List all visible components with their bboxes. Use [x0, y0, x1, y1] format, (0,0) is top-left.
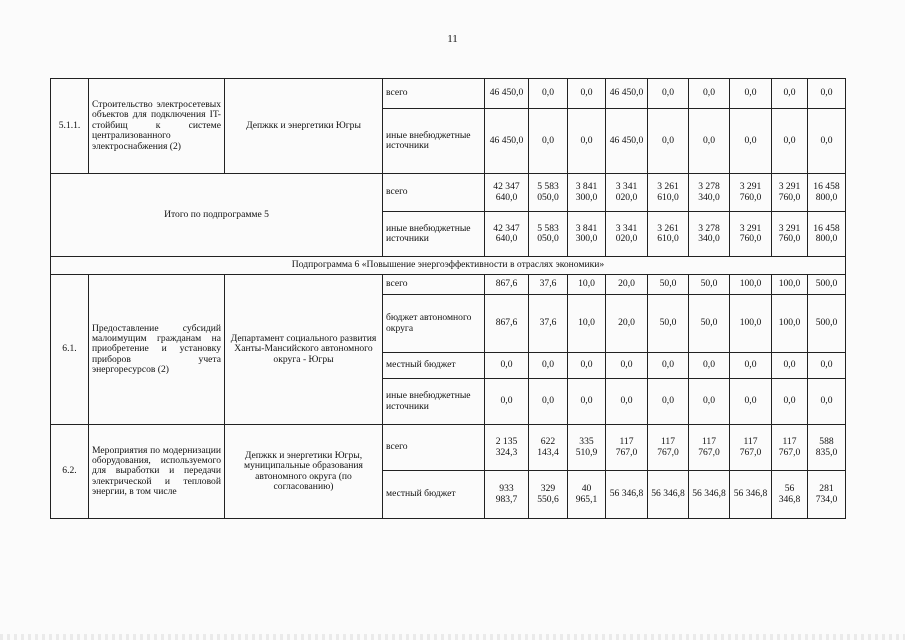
value-cell: 3 291 760,0 [772, 174, 808, 212]
value-cell: 3 341 020,0 [606, 212, 648, 257]
funding-source: всего [383, 174, 485, 212]
value-cell: 3 261 610,0 [648, 174, 689, 212]
value-cell: 0,0 [689, 109, 730, 174]
value-cell: 42 347 640,0 [485, 212, 529, 257]
value-cell: 56 346,8 [606, 471, 648, 519]
value-cell: 500,0 [808, 295, 846, 353]
value-cell: 0,0 [648, 379, 689, 425]
value-cell: 335 510,9 [568, 425, 606, 471]
funding-source: иные внебюджетные источники [383, 379, 485, 425]
value-cell: 56 346,8 [648, 471, 689, 519]
value-cell: 46 450,0 [485, 109, 529, 174]
value-cell: 5 583 050,0 [529, 212, 568, 257]
value-cell: 0,0 [808, 353, 846, 379]
activity-name: Предоставление субсидий малоимущим гражданам на приобретение и установку приборов учета энергоресурсов (2) [89, 275, 225, 425]
funding-source: местный бюджет [383, 353, 485, 379]
value-cell: 100,0 [730, 275, 772, 295]
value-cell: 100,0 [772, 275, 808, 295]
value-cell: 100,0 [772, 295, 808, 353]
page-number: 11 [447, 33, 458, 45]
value-cell: 933 983,7 [485, 471, 529, 519]
value-cell: 50,0 [648, 295, 689, 353]
table-row [51, 275, 846, 295]
value-cell: 0,0 [772, 379, 808, 425]
value-cell: 3 341 020,0 [606, 174, 648, 212]
value-cell: 0,0 [808, 379, 846, 425]
value-cell: 37,6 [529, 275, 568, 295]
value-cell: 0,0 [529, 353, 568, 379]
value-cell: 0,0 [730, 379, 772, 425]
value-cell: 3 261 610,0 [648, 212, 689, 257]
table-row [51, 425, 846, 471]
value-cell: 0,0 [808, 109, 846, 174]
value-cell: 867,6 [485, 295, 529, 353]
budget-table [50, 78, 846, 519]
value-cell: 0,0 [568, 353, 606, 379]
value-cell: 0,0 [772, 353, 808, 379]
executor: Депжкк и энергетики Югры, муниципальные образования автономного округа (по согласованию) [225, 425, 383, 519]
table-row [51, 174, 846, 212]
value-cell: 3 278 340,0 [689, 212, 730, 257]
value-cell: 3 278 340,0 [689, 174, 730, 212]
value-cell: 56 346,8 [772, 471, 808, 519]
value-cell: 0,0 [568, 79, 606, 109]
value-cell: 3 841 300,0 [568, 212, 606, 257]
value-cell: 10,0 [568, 295, 606, 353]
value-cell: 50,0 [648, 275, 689, 295]
scan-edge [0, 634, 905, 640]
activity-name: Мероприятия по модернизации оборудования, используемого для выработки и передачи электрической и тепловой энергии, в том числе [89, 425, 225, 519]
value-cell: 0,0 [568, 379, 606, 425]
value-cell: 0,0 [648, 79, 689, 109]
value-cell: 117 767,0 [730, 425, 772, 471]
subprogram-heading: Подпрограмма 6 «Повышение энергоэффективности в отраслях экономики» [51, 257, 846, 275]
funding-source: иные внебюджетные источники [383, 109, 485, 174]
table-row [51, 79, 846, 109]
value-cell: 56 346,8 [730, 471, 772, 519]
row-code: 5.1.1. [51, 79, 89, 174]
value-cell: 622 143,4 [529, 425, 568, 471]
value-cell: 37,6 [529, 295, 568, 353]
value-cell: 42 347 640,0 [485, 174, 529, 212]
value-cell: 500,0 [808, 275, 846, 295]
executor: Депжкк и энергетики Югры [225, 79, 383, 174]
value-cell: 46 450,0 [606, 79, 648, 109]
value-cell: 2 135 324,3 [485, 425, 529, 471]
executor: Департамент социального развития Ханты-Мансийского автономного округа - Югры [225, 275, 383, 425]
value-cell: 5 583 050,0 [529, 174, 568, 212]
value-cell: 0,0 [648, 353, 689, 379]
funding-source: всего [383, 425, 485, 471]
value-cell: 3 291 760,0 [730, 212, 772, 257]
funding-source: иные внебюджетные источники [383, 212, 485, 257]
value-cell: 46 450,0 [485, 79, 529, 109]
funding-source: бюджет автономного округа [383, 295, 485, 353]
value-cell: 46 450,0 [606, 109, 648, 174]
value-cell: 3 291 760,0 [772, 212, 808, 257]
value-cell: 867,6 [485, 275, 529, 295]
value-cell: 16 458 800,0 [808, 174, 846, 212]
value-cell: 3 291 760,0 [730, 174, 772, 212]
value-cell: 329 550,6 [529, 471, 568, 519]
value-cell: 0,0 [529, 109, 568, 174]
value-cell: 0,0 [808, 79, 846, 109]
value-cell: 0,0 [730, 79, 772, 109]
funding-source: всего [383, 275, 485, 295]
value-cell: 0,0 [485, 353, 529, 379]
value-cell: 0,0 [772, 79, 808, 109]
value-cell: 0,0 [689, 353, 730, 379]
value-cell: 0,0 [689, 379, 730, 425]
value-cell: 0,0 [772, 109, 808, 174]
activity-name: Строительство электросетевых объектов для подключения IT-стойбищ к системе централизованного электроснабжения (2) [89, 79, 225, 174]
value-cell: 0,0 [730, 109, 772, 174]
row-code: 6.1. [51, 275, 89, 425]
value-cell: 50,0 [689, 275, 730, 295]
value-cell: 100,0 [730, 295, 772, 353]
value-cell: 0,0 [568, 109, 606, 174]
value-cell: 117 767,0 [606, 425, 648, 471]
value-cell: 0,0 [529, 79, 568, 109]
value-cell: 0,0 [648, 109, 689, 174]
value-cell: 10,0 [568, 275, 606, 295]
value-cell: 40 965,1 [568, 471, 606, 519]
value-cell: 117 767,0 [772, 425, 808, 471]
value-cell: 56 346,8 [689, 471, 730, 519]
row-code: 6.2. [51, 425, 89, 519]
value-cell: 20,0 [606, 295, 648, 353]
value-cell: 588 835,0 [808, 425, 846, 471]
value-cell: 0,0 [730, 353, 772, 379]
value-cell: 0,0 [485, 379, 529, 425]
value-cell: 117 767,0 [648, 425, 689, 471]
value-cell: 3 841 300,0 [568, 174, 606, 212]
value-cell: 50,0 [689, 295, 730, 353]
value-cell: 0,0 [689, 79, 730, 109]
value-cell: 16 458 800,0 [808, 212, 846, 257]
value-cell: 0,0 [529, 379, 568, 425]
table-row [51, 257, 846, 275]
value-cell: 0,0 [606, 379, 648, 425]
value-cell: 281 734,0 [808, 471, 846, 519]
value-cell: 20,0 [606, 275, 648, 295]
value-cell: 0,0 [606, 353, 648, 379]
funding-source: местный бюджет [383, 471, 485, 519]
value-cell: 117 767,0 [689, 425, 730, 471]
funding-source: всего [383, 79, 485, 109]
subprogram-total-label: Итого по подпрограмме 5 [51, 174, 383, 257]
